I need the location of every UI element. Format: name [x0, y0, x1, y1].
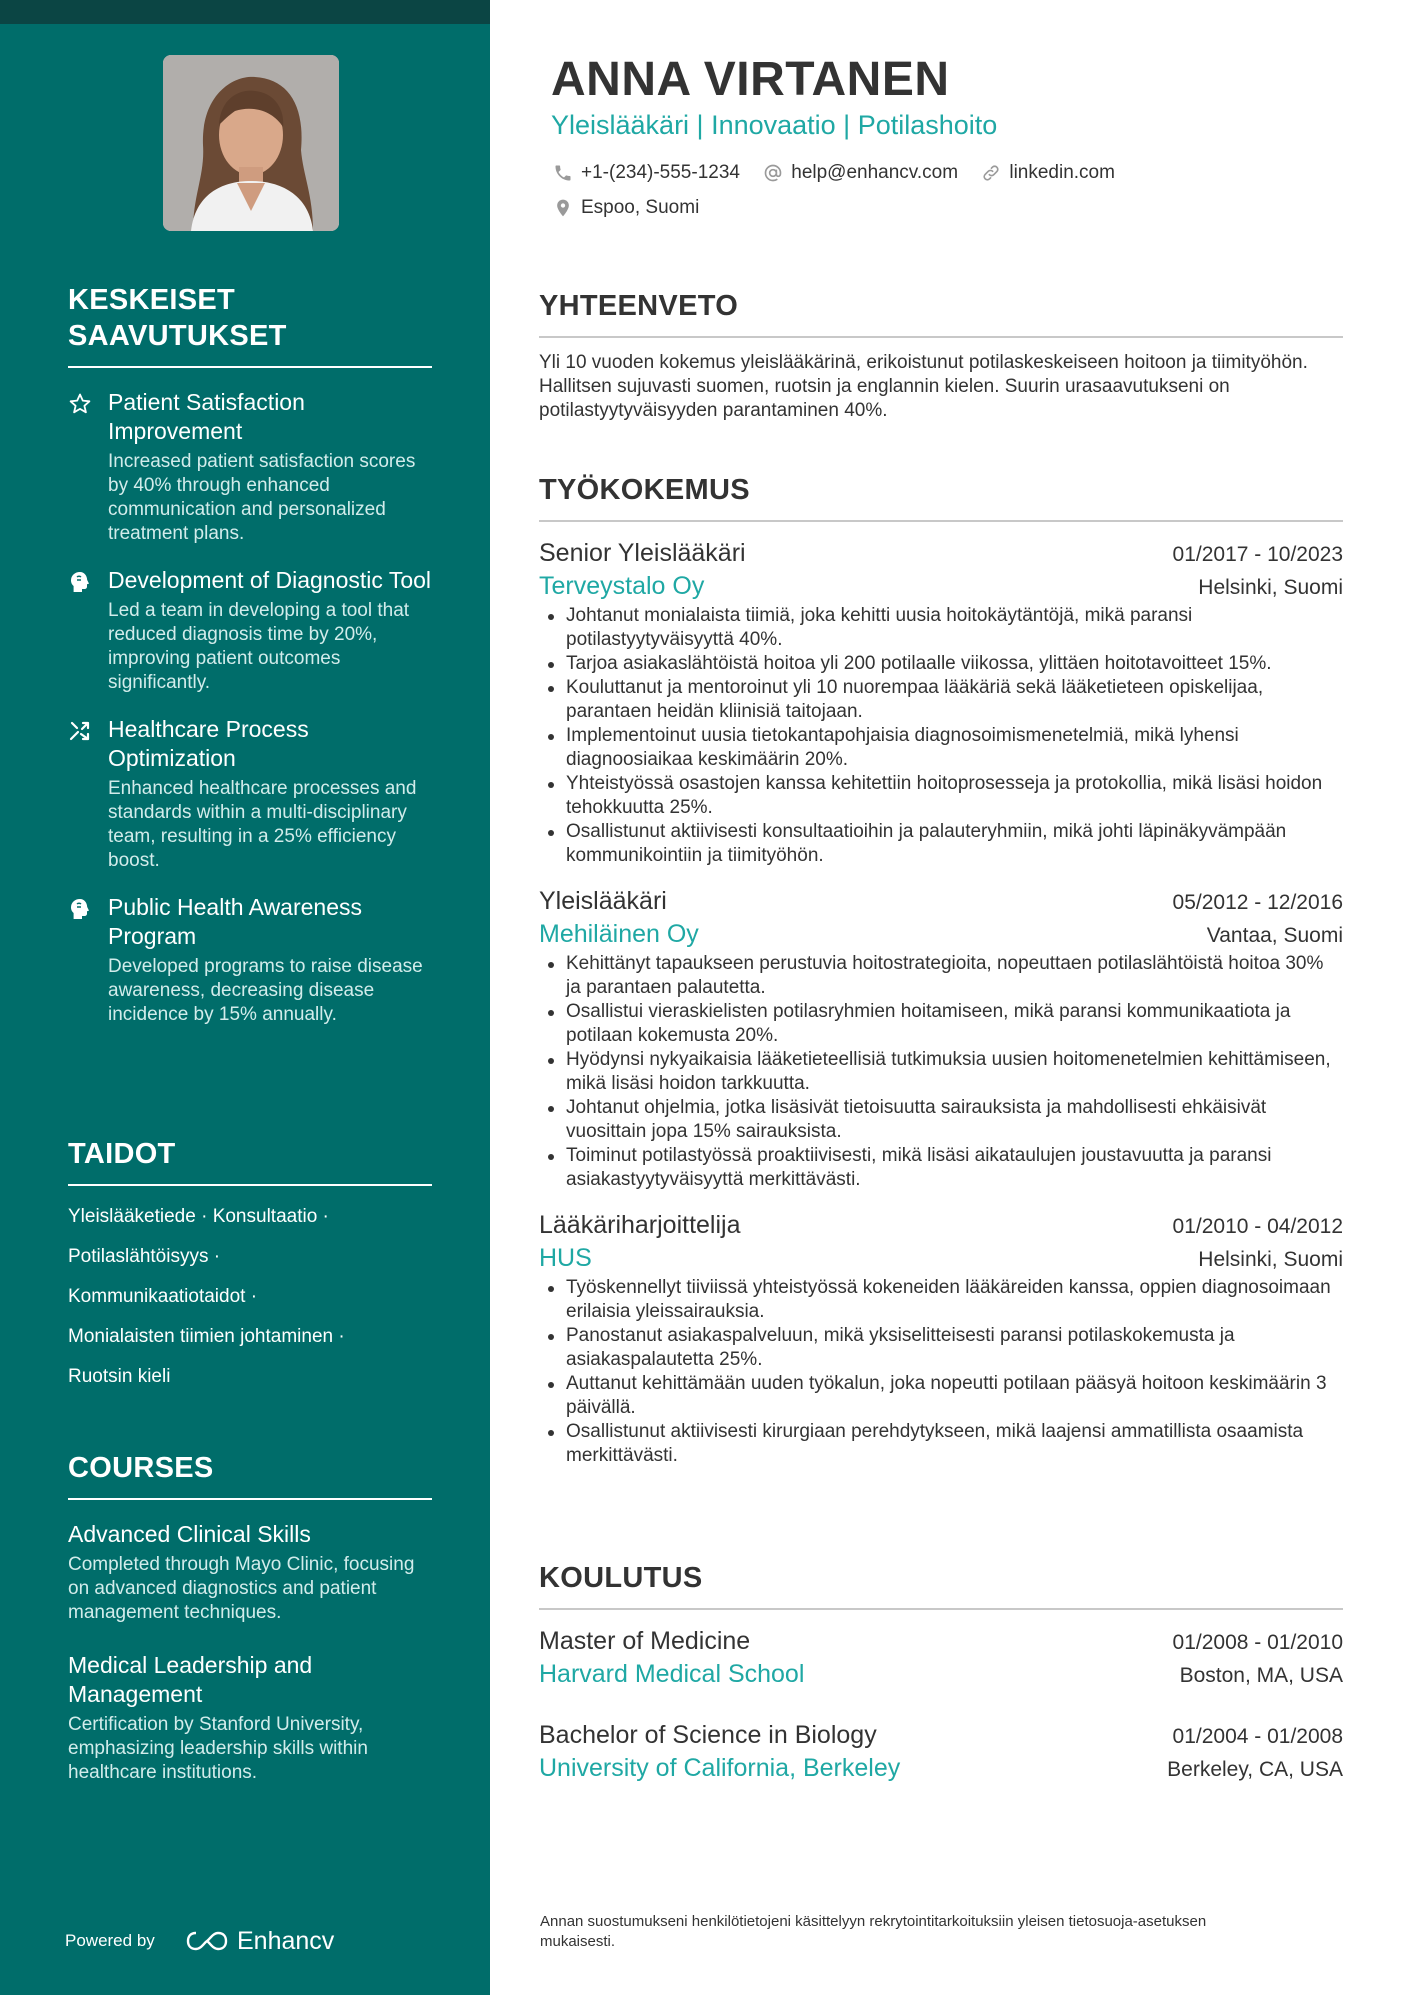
education-section — [539, 1560, 1343, 1784]
achievement-description: Enhanced healthcare processes and standards within a multi-disciplinary team, resulting in a 25% efficiency boost. — [108, 778, 417, 871]
courses-heading: COURSES — [68, 1450, 432, 1500]
job-bullets — [539, 952, 1343, 1192]
skill-item: Potilaslähtöisyys · — [68, 1246, 221, 1267]
job-company: HUS — [539, 1244, 592, 1272]
job-company: Mehiläinen Oy — [539, 920, 699, 948]
course-item — [68, 1651, 432, 1785]
education-heading: KOULUTUS — [539, 1560, 1343, 1610]
summary-section — [539, 288, 1343, 423]
bullet-item: Työskennellyt tiiviissä yhteistyössä kokeneiden lääkäreiden kanssa, oppien diagnosoimaan erilaisia yleissairauksia. — [539, 1276, 1343, 1324]
job-bullets — [539, 604, 1343, 868]
bullet-item: Auttanut kehittämään uuden työkalun, joka nopeutti potilaan pääsyä hoitoon keskimäärin 3 päivällä. — [539, 1372, 1343, 1420]
education-dates: 01/2008 - 01/2010 — [1172, 1631, 1343, 1654]
job-company: Terveystalo Oy — [539, 572, 705, 600]
education-dates: 01/2004 - 01/2008 — [1172, 1725, 1343, 1748]
achievement-title: Public Health Awareness Program — [108, 894, 362, 949]
bullet-item: Yhteistyössä osastojen kanssa kehitettiin hoitoprosesseja ja protokollia, mikä lisäsi hoidon tehokkuutta 25%. — [539, 772, 1343, 820]
school-name: University of California, Berkeley — [539, 1754, 901, 1782]
contact-email[interactable] — [763, 158, 958, 188]
at-sign-icon — [763, 163, 783, 183]
phone-icon — [553, 163, 573, 183]
brand-name: Enhancv — [237, 1927, 335, 1955]
bullet-item: Johtanut ohjelmia, jotka lisäsivät tietoisuutta sairauksista ja mahdollisesti ehkäisivät vuosittain jopa 15% sairauksista. — [539, 1096, 1343, 1144]
course-title: Advanced Clinical Skills — [68, 1521, 311, 1547]
contact-location — [553, 193, 699, 223]
education-entry — [539, 1624, 1343, 1690]
achievements-section — [68, 282, 432, 1027]
job-entry — [539, 884, 1343, 1192]
bullet-item: Toiminut potilastyössä proaktiivisesti, mikä lisäsi aikataulujen joustavuutta ja paransi asiakastyytyväisyyttä merkittävästi. — [539, 1144, 1343, 1192]
job-dates: 01/2010 - 04/2012 — [1172, 1215, 1343, 1238]
skills-section — [68, 1136, 432, 1389]
summary-text: Yli 10 vuoden kokemus yleislääkärinä, erikoistunut potilaskeskeiseen hoitoon ja tiimityöhön. Hallitsen sujuvasti suomen, ruotsin ja englannin kielen. Suurin urasaavutukseni on potilastyytyväisyyden parantaminen 40%. — [539, 352, 1308, 421]
head-brain-icon — [68, 897, 92, 921]
email-text: help@enhancv.com — [791, 162, 959, 183]
contact-linkedin[interactable] — [981, 158, 1115, 188]
achievement-description: Developed programs to raise disease awareness, decreasing disease incidence by 15% annually. — [108, 956, 423, 1025]
profile-photo — [163, 55, 339, 231]
achievement-item — [68, 566, 432, 695]
job-location: Helsinki, Suomi — [1198, 1248, 1343, 1271]
star-icon — [68, 392, 92, 416]
bullet-item: Osallistunut aktiivisesti kirurgiaan perehdytykseen, mikä laajensi ammatillista osaamista merkittävästi. — [539, 1420, 1343, 1468]
school-location: Boston, MA, USA — [1179, 1664, 1343, 1687]
course-item — [68, 1520, 432, 1625]
contact-info — [553, 158, 1333, 228]
job-dates: 05/2012 - 12/2016 — [1172, 891, 1343, 914]
sidebar-top-strip — [0, 0, 490, 24]
bullet-item: Panostanut asiakaspalveluun, mikä yksiselitteisesti paransi potilaskokemusta ja asiakaspalautetta 25%. — [539, 1324, 1343, 1372]
linkedin-text: linkedin.com — [1009, 162, 1115, 183]
achievement-title: Patient Satisfaction Improvement — [108, 389, 305, 444]
bullet-item: Kehittänyt tapaukseen perustuvia hoitostrategioita, nopeuttaen potilaslähtöistä hoitoa 30% ja parantaen palautetta. — [539, 952, 1343, 1000]
summary-heading: YHTEENVETO — [539, 288, 1343, 338]
achievements-heading: KESKEISET SAAVUTUKSET — [68, 282, 432, 368]
gdpr-consent-note: Annan suostumukseni henkilötietojeni käsittelyyn rekrytointitarkoituksiin yleisen tietosuoja-asetuksen mukaisesti. — [540, 1913, 1207, 1950]
course-title: Medical Leadership and Management — [68, 1652, 313, 1707]
degree-title: Bachelor of Science in Biology — [539, 1721, 877, 1749]
achievement-title: Healthcare Process Optimization — [108, 716, 309, 771]
skill-item: Yleislääketiede · Konsultaatio · — [68, 1206, 329, 1227]
phone-text: +1-(234)-555-1234 — [581, 162, 740, 183]
job-location: Helsinki, Suomi — [1198, 576, 1343, 599]
bullet-item: Implementoinut uusia tietokantapohjaisia diagnosoimismenetelmiä, mikä lyhensi diagnoosiaikaa keskimäärin 20%. — [539, 724, 1343, 772]
experience-heading: TYÖKOKEMUS — [539, 472, 1343, 522]
job-title: Senior Yleislääkäri — [539, 539, 746, 567]
achievement-item — [68, 893, 432, 1027]
brand-logo[interactable] — [185, 1925, 334, 1957]
skill-item: Kommunikaatiotaidot · — [68, 1286, 258, 1307]
job-location: Vantaa, Suomi — [1206, 924, 1343, 947]
job-bullets — [539, 1276, 1343, 1468]
portrait-image — [163, 55, 339, 231]
candidate-name: ANNA VIRTANEN — [551, 53, 950, 106]
job-entry — [539, 536, 1343, 868]
link-icon — [981, 163, 1001, 183]
job-title: Lääkäriharjoittelija — [539, 1211, 741, 1239]
job-dates: 01/2017 - 10/2023 — [1172, 543, 1343, 566]
bullet-item: Kouluttanut ja mentoroinut yli 10 nuorempaa lääkäriä sekä lääketieteen opiskelijaa, parantaen heidän kliinisiä taitojaan. — [539, 676, 1343, 724]
course-description: Certification by Stanford University, emphasizing leadership skills within healthcare institutions. — [68, 1714, 368, 1783]
education-entry — [539, 1718, 1343, 1784]
school-location: Berkeley, CA, USA — [1167, 1758, 1343, 1781]
skills-heading: TAIDOT — [68, 1136, 432, 1186]
powered-by-label: Powered by — [65, 1931, 155, 1950]
achievement-title: Development of Diagnostic Tool — [108, 567, 432, 593]
bullet-item: Osallistui vieraskielisten potilasryhmien hoitamiseen, mikä paransi kommunikaatiota ja potilaan kokemusta 20%. — [539, 1000, 1343, 1048]
job-title: Yleislääkäri — [539, 887, 667, 915]
achievement-item — [68, 715, 432, 873]
achievement-description: Led a team in developing a tool that reduced diagnosis time by 20%, improving patient outcomes significantly. — [108, 600, 410, 693]
achievement-description: Increased patient satisfaction scores by 40% through enhanced communication and personalized treatment plans. — [108, 451, 416, 544]
location-pin-icon — [553, 198, 573, 218]
school-name: Harvard Medical School — [539, 1660, 805, 1688]
course-description: Completed through Mayo Clinic, focusing on advanced diagnostics and patient management techniques. — [68, 1554, 415, 1623]
job-entry — [539, 1208, 1343, 1468]
bullet-item: Osallistunut aktiivisesti konsultaatioihin ja palauteryhmiin, mikä johti läpinäkyvämpään kommunikointiin ja tiimityöhön. — [539, 820, 1343, 868]
skill-item: Monialaisten tiimien johtaminen · — [68, 1326, 345, 1347]
infinity-logo-icon — [185, 1929, 229, 1953]
location-text: Espoo, Suomi — [581, 197, 700, 218]
contact-phone[interactable] — [553, 158, 740, 188]
achievement-item — [68, 388, 432, 546]
sidebar — [0, 0, 490, 1995]
head-brain-icon — [68, 570, 92, 594]
courses-section — [68, 1450, 432, 1785]
process-arrows-icon — [68, 719, 92, 743]
candidate-subtitle: Yleislääkäri | Innovaatio | Potilashoito — [551, 110, 998, 140]
skill-item: Ruotsin kieli — [68, 1366, 171, 1387]
degree-title: Master of Medicine — [539, 1627, 751, 1655]
experience-section — [539, 472, 1343, 1468]
bullet-item: Johtanut monialaista tiimiä, joka kehitti uusia hoitokäytäntöjä, mikä paransi potilastyytyväisyyttä 40%. — [539, 604, 1343, 652]
bullet-item: Tarjoa asiakaslähtöistä hoitoa yli 200 potilaalle viikossa, ylittäen hoitotavoitteet 15%. — [539, 652, 1343, 676]
bullet-item: Hyödynsi nykyaikaisia lääketieteellisiä tutkimuksia uusien hoitomenetelmien kehittämiseen, mikä lisäsi hoidon tarkkuutta. — [539, 1048, 1343, 1096]
